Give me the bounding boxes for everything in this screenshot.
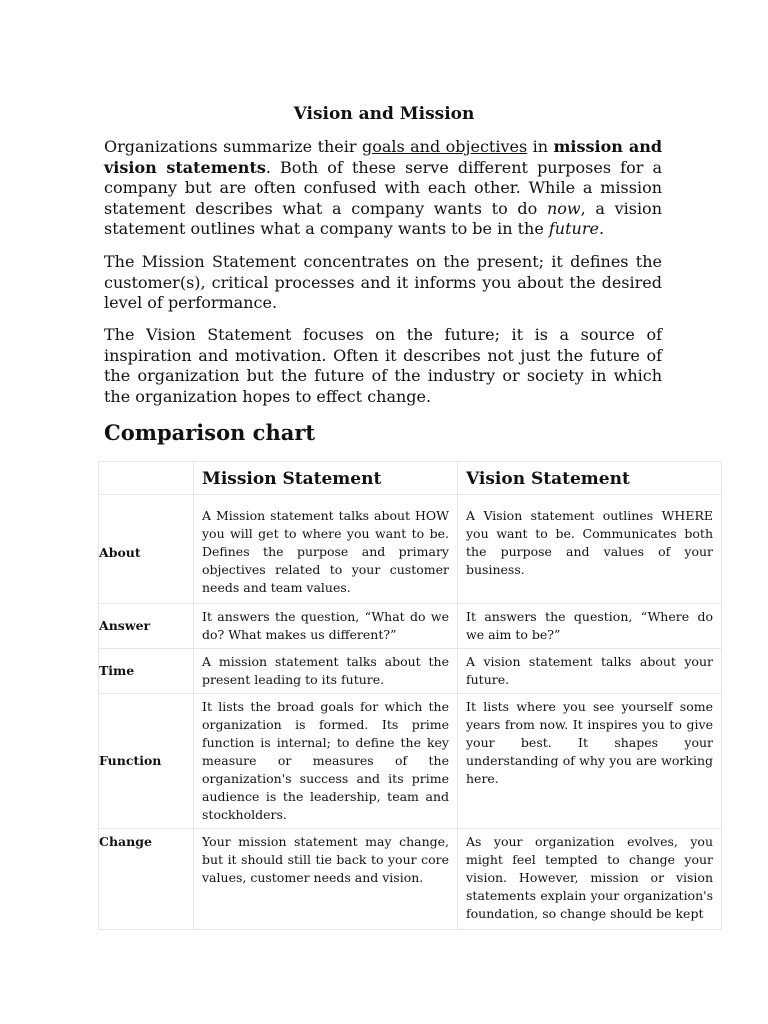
cell-mission-about: A Mission statement talks about HOW you will get to where you want to be. Defines the purpose and primary objectives related to your customer needs and team values. [194, 495, 458, 604]
table-row [99, 604, 722, 649]
cell-vision-answer: It answers the question, “Where do we aim to be?” [458, 604, 722, 649]
cell-vision-time: A vision statement talks about your future. [458, 649, 722, 694]
header-vision: Vision Statement [458, 462, 722, 495]
cell-mission-function: It lists the broad goals for which the organization is formed. Its prime function is internal; to define the key measure or measures of the organization's success and its prime audience is the leadership, team and stockholders. [194, 694, 458, 829]
header-mission: Mission Statement [194, 462, 458, 495]
row-label-about: About [99, 495, 194, 604]
cell-mission-change [194, 829, 458, 930]
intro-text-2: in [527, 137, 554, 156]
intro-text-4: , a vision statement outlines what a company wants to be in the [104, 198, 662, 238]
comparison-table [98, 461, 722, 930]
cell-mission-time: A mission statement talks about the present leading to its future. [194, 649, 458, 694]
header-blank [99, 462, 194, 495]
vision-paragraph: The Vision Statement focuses on the future; it is a source of inspiration and motivation. Often it describes not just the future of the organization but the future of the industry or society in which the organization hopes to effect change. [104, 325, 662, 406]
table-row [99, 829, 722, 930]
intro-bold-text: mission and vision statements [104, 137, 663, 177]
document-title: Vision and Mission [293, 104, 475, 124]
row-label-time: Time [99, 649, 194, 694]
intro-italic-future: future [548, 219, 599, 238]
goals-objectives-link[interactable]: goals and objectives [361, 137, 528, 156]
row-label-answer: Answer [99, 604, 194, 649]
row-label-function: Function [99, 694, 194, 829]
intro-text-5: . [598, 219, 605, 238]
table-header-row [99, 462, 722, 495]
table-row [99, 649, 722, 694]
comparison-heading: Comparison chart [104, 420, 316, 445]
cell-vision-change [458, 829, 722, 930]
row-label-change: Change [99, 829, 194, 930]
intro-italic-now: now [546, 198, 581, 218]
intro-text-1: Organizations summarize their [104, 137, 362, 156]
cell-mission-answer: It answers the question, “What do we do? What makes us different?” [194, 604, 458, 649]
cell-vision-about: A Vision statement outlines WHERE you want to be. Communicates both the purpose and values of your business. [458, 495, 722, 604]
intro-paragraph [104, 137, 662, 240]
mission-paragraph: The Mission Statement concentrates on the present; it defines the customer(s), critical processes and it informs you about the desired level of performance. [104, 252, 662, 312]
intro-text-3: . Both of these serve different purposes for a company but are often confused with each other. While a mission statement describes what a company wants to do [104, 157, 663, 218]
table-row [99, 694, 722, 829]
cell-vision-function: It lists where you see yourself some years from now. It inspires you to give your best. It shapes your understanding of why you are working here. [458, 694, 722, 829]
table-row [99, 495, 722, 604]
cell-vision-change-text: As your organization evolves, you might feel tempted to change your vision. However, mission or vision statements explain your organization's foundation, so change should be kept [466, 834, 713, 921]
cell-mission-change-text: Your mission statement may change, but it should still tie back to your core values, customer needs and vision. [202, 834, 449, 885]
